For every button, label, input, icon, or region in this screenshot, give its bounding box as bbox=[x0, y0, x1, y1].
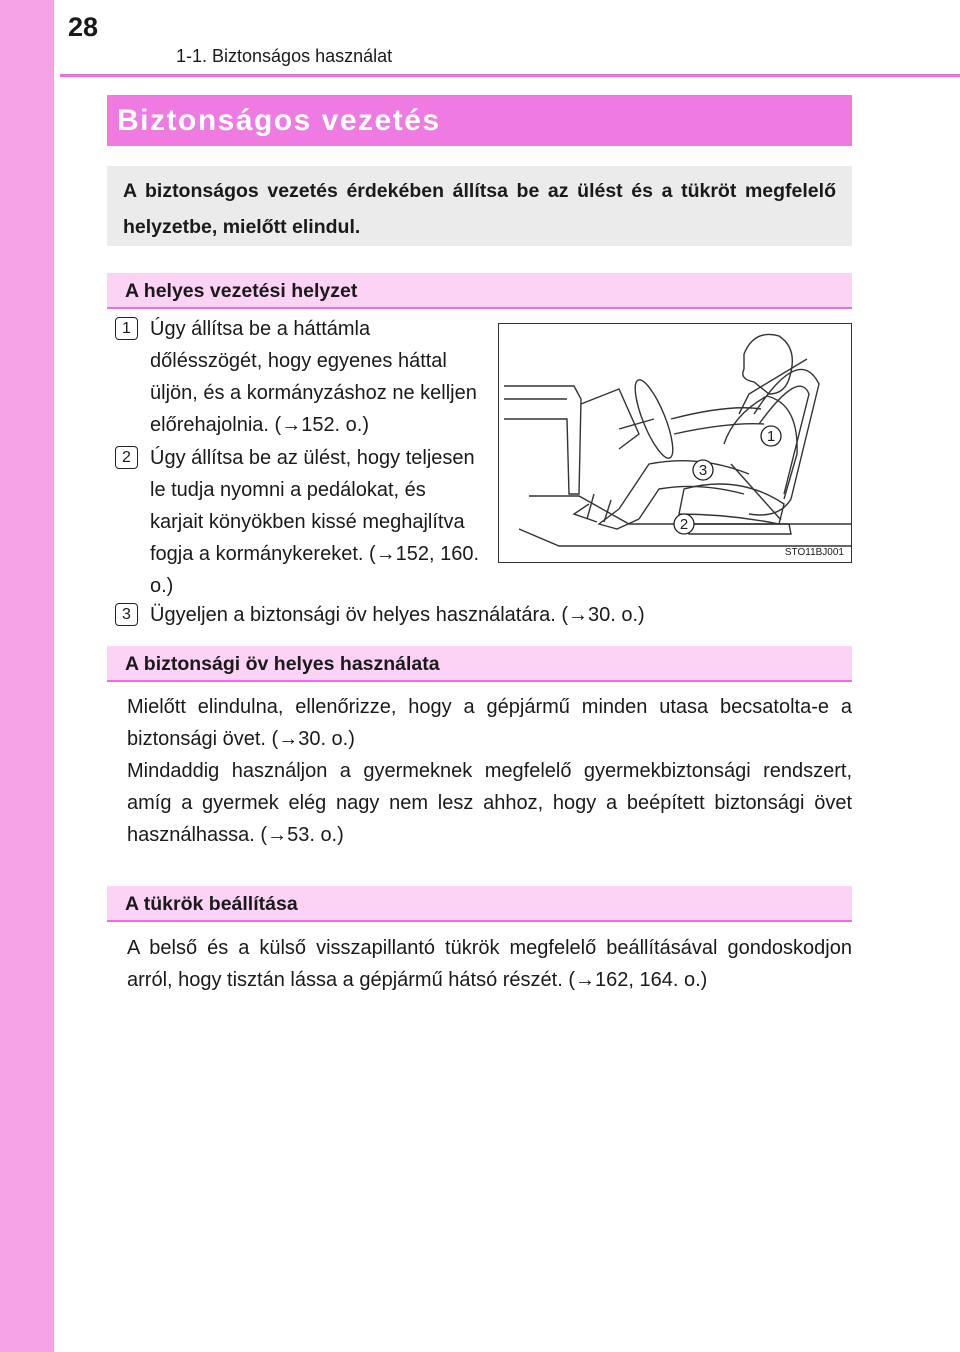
step-number-3: 3 bbox=[115, 603, 138, 626]
section-heading-seatbelt: A biztonsági öv helyes használata bbox=[107, 646, 852, 682]
page-title: Biztonságos vezetés bbox=[107, 95, 852, 146]
section-heading-mirrors: A tükrök beállítása bbox=[107, 886, 852, 922]
step-text-2: Úgy állítsa be az ülést, hogy teljesen le tudja nyomni a pedálokat, és karjait könyökben kissé meghajlítva fogja a kormánykereket. (→152, 160. o.) bbox=[150, 447, 480, 597]
callout-3: 3 bbox=[698, 462, 708, 479]
mirrors-paragraph: A belső és a külső visszapillantó tükrök megfelelő beállításával gondoskodjon arról, hogy tisztán lássa a gépjármű hátsó részét. (→162, 164. o.) bbox=[127, 937, 852, 991]
figure-id: STO11BJ001 bbox=[784, 547, 844, 558]
step-text-3: Ügyeljen a biztonsági öv helyes használatára. (→30. o.) bbox=[150, 604, 645, 626]
callout-2: 2 bbox=[679, 516, 689, 533]
step-number-2: 2 bbox=[115, 446, 138, 469]
section-heading-driving-position: A helyes vezetési helyzet bbox=[107, 273, 852, 309]
callout-1: 1 bbox=[766, 428, 776, 445]
page-number: 28 bbox=[68, 12, 99, 42]
seatbelt-paragraph-1: Mielőtt elindulna, ellenőrizze, hogy a gépjármű minden utasa becsatolta-e a biztonsági övet. (→30. o.) bbox=[127, 696, 852, 750]
step-number-1: 1 bbox=[115, 317, 138, 340]
intro-summary: A biztonságos vezetés érdekében állítsa be az ülést és a tükröt megfelelő helyzetbe, mielőtt elindul. bbox=[107, 166, 852, 246]
header-rule bbox=[60, 74, 960, 77]
step-text-1: Úgy állítsa be a háttámla dőlésszögét, hogy egyenes háttal üljön, és a kormányzáshoz ne kelljen előrehajolnia. (→152. o.) bbox=[150, 318, 477, 436]
driver-seat-drawing bbox=[499, 324, 852, 563]
driving-position-illustration bbox=[498, 323, 852, 563]
section-reference: 1-1. Biztonságos használat bbox=[176, 46, 393, 66]
side-color-band bbox=[0, 0, 54, 1352]
seatbelt-paragraph-2: Mindaddig használjon a gyermeknek megfelelő gyermekbiztonsági rendszert, amíg a gyermek elég nagy nem lesz ahhoz, hogy a beépített biztonsági övet használhassa. (→53. o.) bbox=[127, 760, 852, 846]
